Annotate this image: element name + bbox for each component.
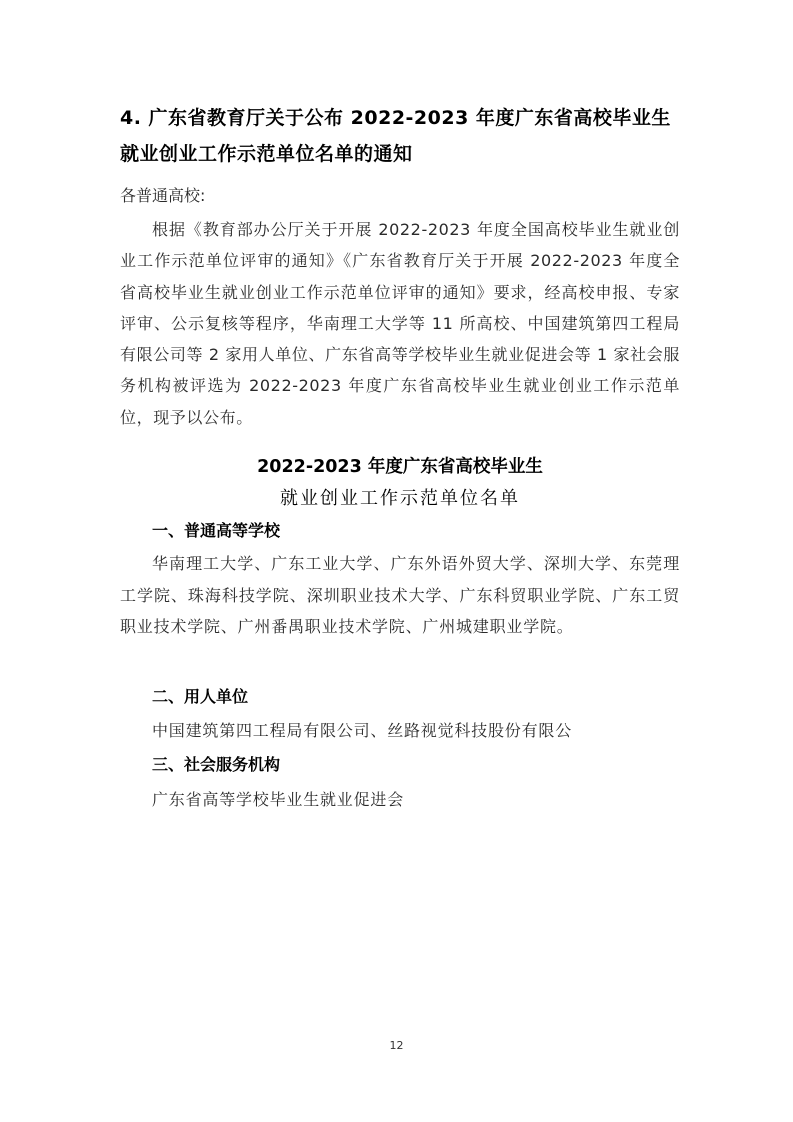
section-content-universities: 华南理工大学、广东工业大学、广东外语外贸大学、深圳大学、东莞理工学院、珠海科技学院、深圳职业技术大学、广东科贸职业学院、广东工贸职业技术学院、广州番禺职业技术学院、广州城建职业学院。 (120, 554, 680, 636)
list-title-line-1: 2022-2023 年度广东省高校毕业生 (257, 457, 543, 477)
page-number: 12 (389, 1039, 404, 1052)
section-content-social-services: 广东省高等学校毕业生就业促进会 (152, 790, 405, 809)
section-heading-universities: 一、普通高等学校 (152, 521, 281, 540)
section-heading-social-services: 三、社会服务机构 (152, 755, 281, 774)
list-title-line-2: 就业创业工作示范单位名单 (280, 488, 520, 509)
salutation: 各普通高校: (120, 186, 206, 205)
notice-heading: 4. 广东省教育厅关于公布 2022-2023 年度广东省高校毕业生就业创业工作示范单位名单的通知 (120, 107, 671, 165)
section-content-employers: 中国建筑第四工程局有限公司、丝路视觉科技股份有限公 (152, 721, 573, 740)
notice-body-paragraph: 根据《教育部办公厅关于开展 2022-2023 年度全国高校毕业生就业创业工作示范单位评审的通知》《广东省教育厅关于开展 2022-2023 年度全省高校毕业生就业创业工作示范单位评审的通知》要求，经高校申报、专家评审、公示复核等程序，华南理工大学等 11 所高校、中国建筑第四工程局有限公司等 2 家用人单位、广东省高等学校毕业生就业促进会等 1 家社会服务机构被评选为 2022-2023 年度广东省高校毕业生就业创业工作示范单位，现予以公布。 (120, 220, 680, 427)
section-heading-employers: 二、用人单位 (152, 687, 249, 706)
